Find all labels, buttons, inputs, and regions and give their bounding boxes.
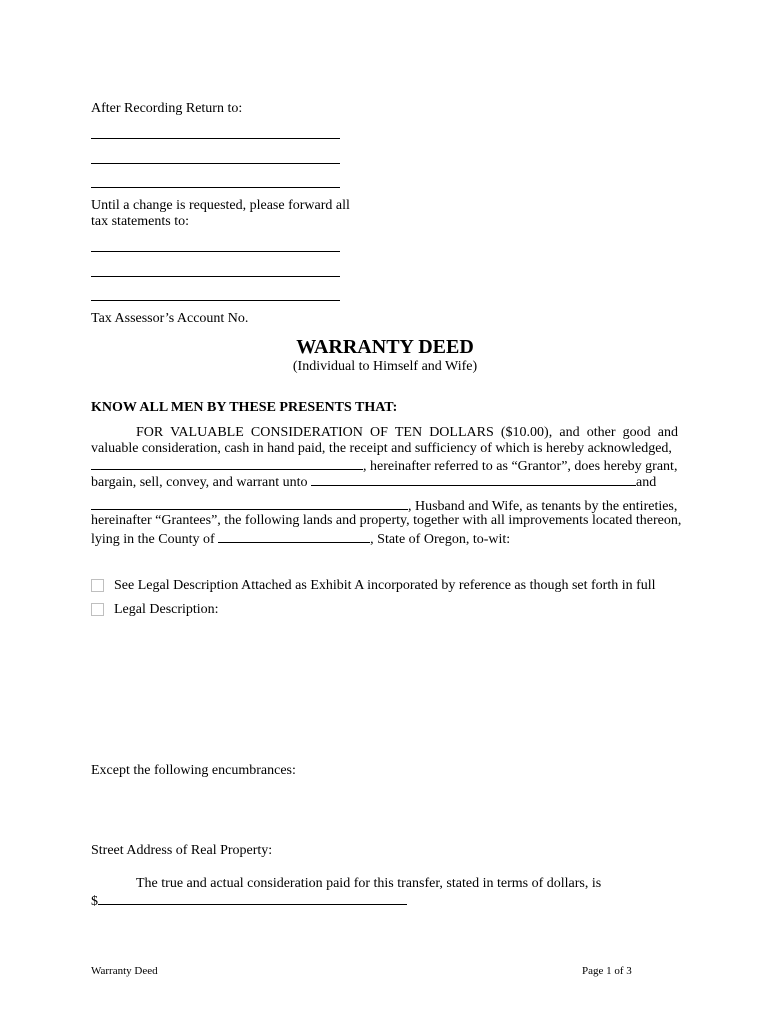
legal-description-checkbox[interactable] xyxy=(91,603,104,616)
grantee-name-blank[interactable] xyxy=(311,473,636,486)
county-label: lying in the County of xyxy=(91,532,215,547)
grantee-line-end: and xyxy=(636,475,657,490)
tax-statements-label-2: tax statements to: xyxy=(91,214,189,229)
document-subtitle: (Individual to Himself and Wife) xyxy=(292,359,478,374)
grantee-line xyxy=(91,473,656,491)
spouse-name-blank[interactable] xyxy=(91,497,408,510)
exhibit-a-label: See Legal Description Attached as Exhibit A incorporated by reference as though set forth in full xyxy=(114,578,656,593)
husband-wife-text: , Husband and Wife, as tenants by the entireties, xyxy=(408,499,678,514)
true-consideration-text: The true and actual consideration paid for this transfer, stated in terms of dollars, is xyxy=(136,876,602,891)
footer-page-number: Page 1 of 3 xyxy=(582,965,632,977)
know-all-heading: KNOW ALL MEN BY THESE PRESENTS THAT: xyxy=(91,400,398,415)
state-text: , State of Oregon, to-wit: xyxy=(370,532,511,547)
grantor-line-text: , hereinafter referred to as “Grantor”, does hereby grant, xyxy=(363,459,678,474)
consideration-paragraph-line-6: hereinafter “Grantees”, the following lands and property, together with all improvements located thereon, xyxy=(91,513,682,528)
footer-document-name: Warranty Deed xyxy=(91,965,158,977)
tax-statements-line-3[interactable] xyxy=(91,300,340,301)
tax-statements-label-1: Until a change is requested, please forward all xyxy=(91,198,350,213)
encumbrances-label: Except the following encumbrances: xyxy=(91,763,296,778)
dollar-amount-line xyxy=(91,892,407,910)
dollar-sign: $ xyxy=(91,894,98,909)
account-number-label: Tax Assessor’s Account No. xyxy=(91,311,249,326)
exhibit-a-checkbox[interactable] xyxy=(91,579,104,592)
tax-statements-line-2[interactable] xyxy=(91,276,340,277)
return-to-line-2[interactable] xyxy=(91,163,340,164)
consideration-paragraph-line-2: valuable consideration, cash in hand paid, the receipt and sufficiency of which is hereby acknowledged, xyxy=(91,441,672,456)
return-to-label: After Recording Return to: xyxy=(91,101,243,116)
street-address-label: Street Address of Real Property: xyxy=(91,843,273,858)
document-title: WARRANTY DEED xyxy=(296,336,474,358)
return-to-line-1[interactable] xyxy=(91,138,340,139)
county-line xyxy=(91,530,510,548)
grantee-line-text: bargain, sell, convey, and warrant unto xyxy=(91,475,308,490)
county-blank[interactable] xyxy=(218,530,370,543)
grantor-name-blank[interactable] xyxy=(91,457,363,470)
consideration-paragraph-line-1: FOR VALUABLE CONSIDERATION OF TEN DOLLARS ($10.00), and other good and xyxy=(136,425,678,440)
tax-statements-line-1[interactable] xyxy=(91,251,340,252)
legal-description-label: Legal Description: xyxy=(114,602,219,617)
return-to-line-3[interactable] xyxy=(91,187,340,188)
dollar-amount-blank[interactable] xyxy=(98,892,407,905)
